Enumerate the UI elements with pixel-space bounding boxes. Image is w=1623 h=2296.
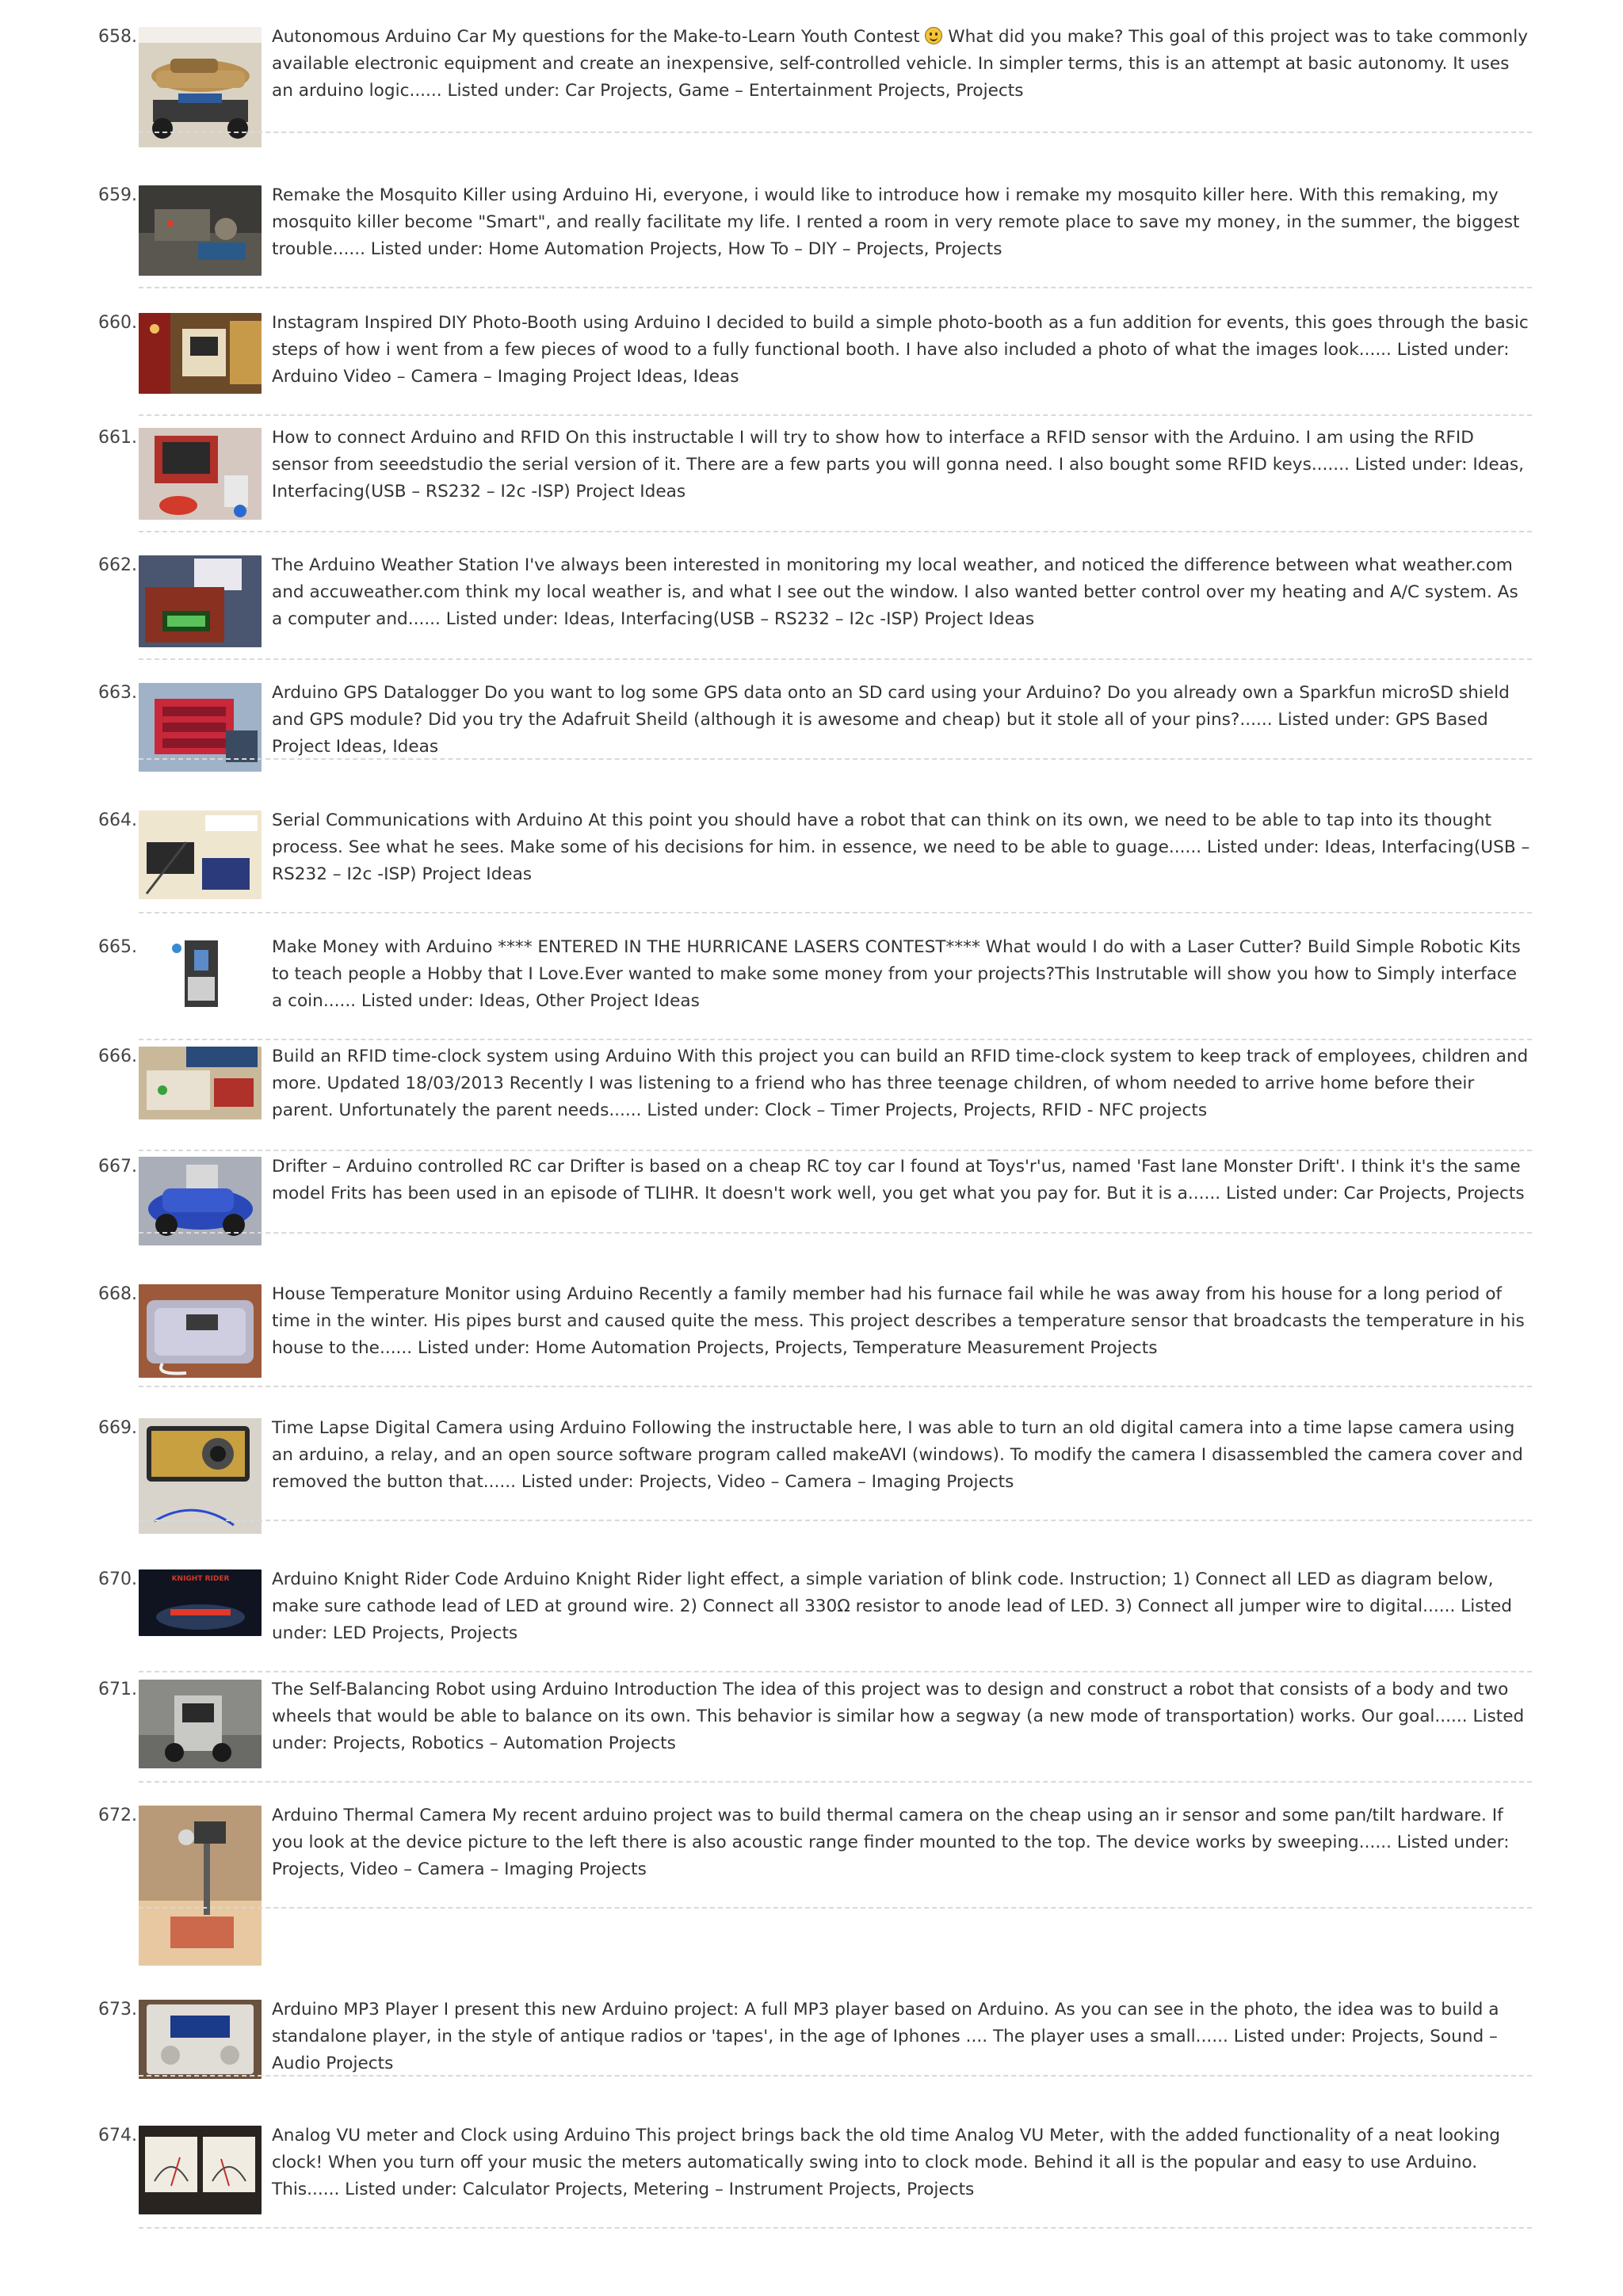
item-description: Make Money with Arduino **** ENTERED IN THE HURRICANE LASERS CONTEST**** What would I do with a Laser Cutter? Build Simple Robotic Kits to teach people a Hobby that I Love.Ever wanted to make some money from your projects?This Instrutable will show you how to Simply interface a coin...... Listed under: Ideas, Other Project Ideas [272,937,1521,1011]
divider [139,1781,1532,1783]
item-description: Arduino MP3 Player I present this new Arduino project: A full MP3 player based on Arduino. As you can see in the photo, the idea was to build a standalone player, in the style of antique radios or 'tapes', in the age of Iphones .... The player uses a small...... Listed under: Projects, Sound – Audio Projects [272,2000,1499,2073]
divider [139,1039,1532,1040]
item-description [272,24,1532,105]
item-description: Time Lapse Digital Camera using Arduino Following the instructable here, I was able to turn an old digital camera into a time lapse camera using an arduino, a relay, and an open source software program called makeAVI (windows). To modify the camera I disassembled the camera cover and removed the button that...... Listed under: Projects, Video – Camera – Imaging Projects [272,1418,1523,1492]
thumbnail-knight-rider[interactable] [139,1569,262,1636]
smiley-emoji-icon [925,27,942,44]
divider [139,2227,1532,2229]
divider [139,1907,1532,1909]
divider [139,1232,1532,1234]
divider [139,758,1532,760]
thumbnail-self-balancing-robot[interactable] [139,1680,262,1768]
thumbnail-serial-communications[interactable] [139,810,262,899]
divider [139,132,1532,133]
divider [139,658,1532,660]
item-number: 659. [98,185,137,205]
item-description: How to connect Arduino and RFID On this instructable I will try to show how to interface a RFID sensor with the Arduino. I am using the RFID sensor from seeedstudio the serial version of it. There are a few parts you will gonna need. I also bought some RFID keys....... Listed under: Ideas, Interfacing(USB – RS232 – I2c -ISP) Project Ideas [272,428,1525,502]
thumbnail-car[interactable] [139,27,262,147]
divider [139,1520,1532,1521]
item-number: 662. [98,555,137,575]
item-number: 667. [98,1157,137,1177]
thumbnail-coin-acceptor[interactable] [139,937,262,1010]
item-description: The Self-Balancing Robot using Arduino Introduction The idea of this project was to design and construct a robot that consists of a body and two wheels that would be able to balance on its own. This behavior is similar how a segway (a new mode of transportation) works. Our goal...... Listed under: Projects, Robotics – Automation Projects [272,1680,1525,1753]
divider [139,1150,1532,1151]
thumbnail-caption: KNIGHT RIDER [171,1575,230,1583]
thumbnail-rfid-time-clock[interactable] [139,1047,262,1119]
item-number: 673. [98,2000,137,2019]
divider [139,912,1532,913]
item-number: 665. [98,937,137,957]
item-description: Arduino Thermal Camera My recent arduino project was to build thermal camera on the cheap using an ir sensor and some pan/tilt hardware. If you look at the device picture to the left there is also acoustic range finder mounted to the top. The device works by sweeping...... Listed under: Projects, Video – Camera – Imaging Projects [272,1806,1510,1879]
item-number: 674. [98,2126,137,2145]
item-description: Instagram Inspired DIY Photo-Booth using Arduino I decided to build a simple photo-booth as a fun addition for events, this goes through the basic steps of how i went from a few pieces of wood to a fully functional booth. I have also included a photo of what the images look...... Listed under: Arduino Video – Camera – Imaging Project Ideas, Ideas [272,313,1529,387]
item-description: Remake the Mosquito Killer using Arduino Hi, everyone, i would like to introduce how i remake my mosquito killer here. With this remaking, my mosquito killer become "Smart", and really facilitate my life. I rented a room in very remote place to save my money, in the summer, the biggest trouble...... Listed under: Home Automation Projects, How To – DIY – Projects, Projects [272,185,1520,259]
item-number: 661. [98,428,137,448]
thumbnail-time-lapse-camera[interactable] [139,1418,262,1534]
divider [139,414,1532,416]
thumbnail-weather-station[interactable] [139,555,262,647]
item-description: Drifter – Arduino controlled RC car Drifter is based on a cheap RC toy car I found at Toys'r'us, named 'Fast lane Monster Drift'. I think it's the same model Frits has been used in an episode of TLIHR. It doesn't work well, you get what you pay for. But it is a...... Listed under: Car Projects, Projects [272,1157,1525,1203]
item-description: House Temperature Monitor using Arduino Recently a family member had his furnace fail while he was away from his house for a long period of time in the winter. His pipes burst and caused quite the mess. This project describes a temperature sensor that broadcasts the temperature in his house to the...... Listed under: Home Automation Projects, Projects, Temperature Measurement Projects [272,1284,1525,1358]
item-description: Analog VU meter and Clock using Arduino This project brings back the old time Analog VU Meter, with the added functionality of a neat looking clock! When you turn off your music the meters automatically swing into to clock mode. Behind it all is the popular and easy to use Arduino. This...... Listed under: Calculator Projects, Metering – Instrument Projects, Projects [272,2126,1501,2199]
divider [139,531,1532,532]
thumbnail-temperature-monitor[interactable] [139,1284,262,1378]
item-number: 668. [98,1284,137,1304]
item-description: Serial Communications with Arduino At this point you should have a robot that can think on its own, we need to be able to tap into its thought process. See what he sees. Make some of his decisions for him. in essence, we need to be able to guage...... Listed under: Ideas, Interfacing(USB – RS232 – I2c -ISP) Project Ideas [272,810,1530,884]
item-number: 663. [98,683,137,703]
item-number: 671. [98,1680,137,1699]
description-text: Autonomous Arduino Car My questions for the Make-to-Learn Youth Contest [272,27,926,47]
item-number: 670. [98,1569,137,1589]
description-text: What did you make? This goal of this project was to take commonly available electronic equipment and create an inexpensive, self-controlled vehicle. In simpler terms, this is an attempt at basic autonomy. It uses an arduino logic...... Listed under: Car Projects, Game – Entertainment Projects, Projects [272,27,1529,101]
item-description: Build an RFID time-clock system using Arduino With this project you can build an RFID time-clock system to keep track of employees, children and more. Updated 18/03/2013 Recently I was listening to a friend who has three teenage children, of whom needed to arrive home before their parent. Unfortunately the parent needs...... Listed under: Clock – Timer Projects, Projects, RFID - NFC projects [272,1047,1529,1120]
thumbnail-photo-booth[interactable] [139,313,262,394]
item-number: 666. [98,1047,137,1066]
item-number: 669. [98,1418,137,1438]
item-number: 664. [98,810,137,830]
thumbnail-mosquito-killer[interactable] [139,185,262,276]
thumbnail-mp3-player[interactable] [139,2000,262,2079]
thumbnail-thermal-camera[interactable] [139,1806,262,1966]
divider [139,287,1532,288]
item-number: 660. [98,313,137,333]
item-number: 658. [98,27,137,47]
divider [139,1386,1532,1387]
thumbnail-vu-meter[interactable] [139,2126,262,2214]
thumbnail-rfid[interactable] [139,428,262,520]
item-number: 672. [98,1806,137,1825]
divider [139,1671,1532,1672]
item-description: Arduino Knight Rider Code Arduino Knight Rider light effect, a simple variation of blink code. Instruction; 1) Connect all LED as diagram below, make sure cathode lead of LED at ground wire. 2) Connect all 330Ω resistor to anode lead of LED. 3) Connect all jumper wire to digital...... Listed under: LED Projects, Projects [272,1569,1512,1643]
divider [139,2075,1532,2077]
item-description: The Arduino Weather Station I've always been interested in monitoring my local weather, and noticed the difference between what weather.com and accuweather.com think my local weather is, and what I see out the window. I also wanted better control over my heating and A/C system. As a computer and...... Listed under: Ideas, Interfacing(USB – RS232 – I2c -ISP) Project Ideas [272,555,1518,629]
item-description: Arduino GPS Datalogger Do you want to log some GPS data onto an SD card using your Arduino? Do you already own a Sparkfun microSD shield and GPS module? Did you try the Adafruit Sheild (although it is awesome and cheap) but it stole all of your pins?...... Listed under: GPS Based Project Ideas, Ideas [272,683,1510,757]
